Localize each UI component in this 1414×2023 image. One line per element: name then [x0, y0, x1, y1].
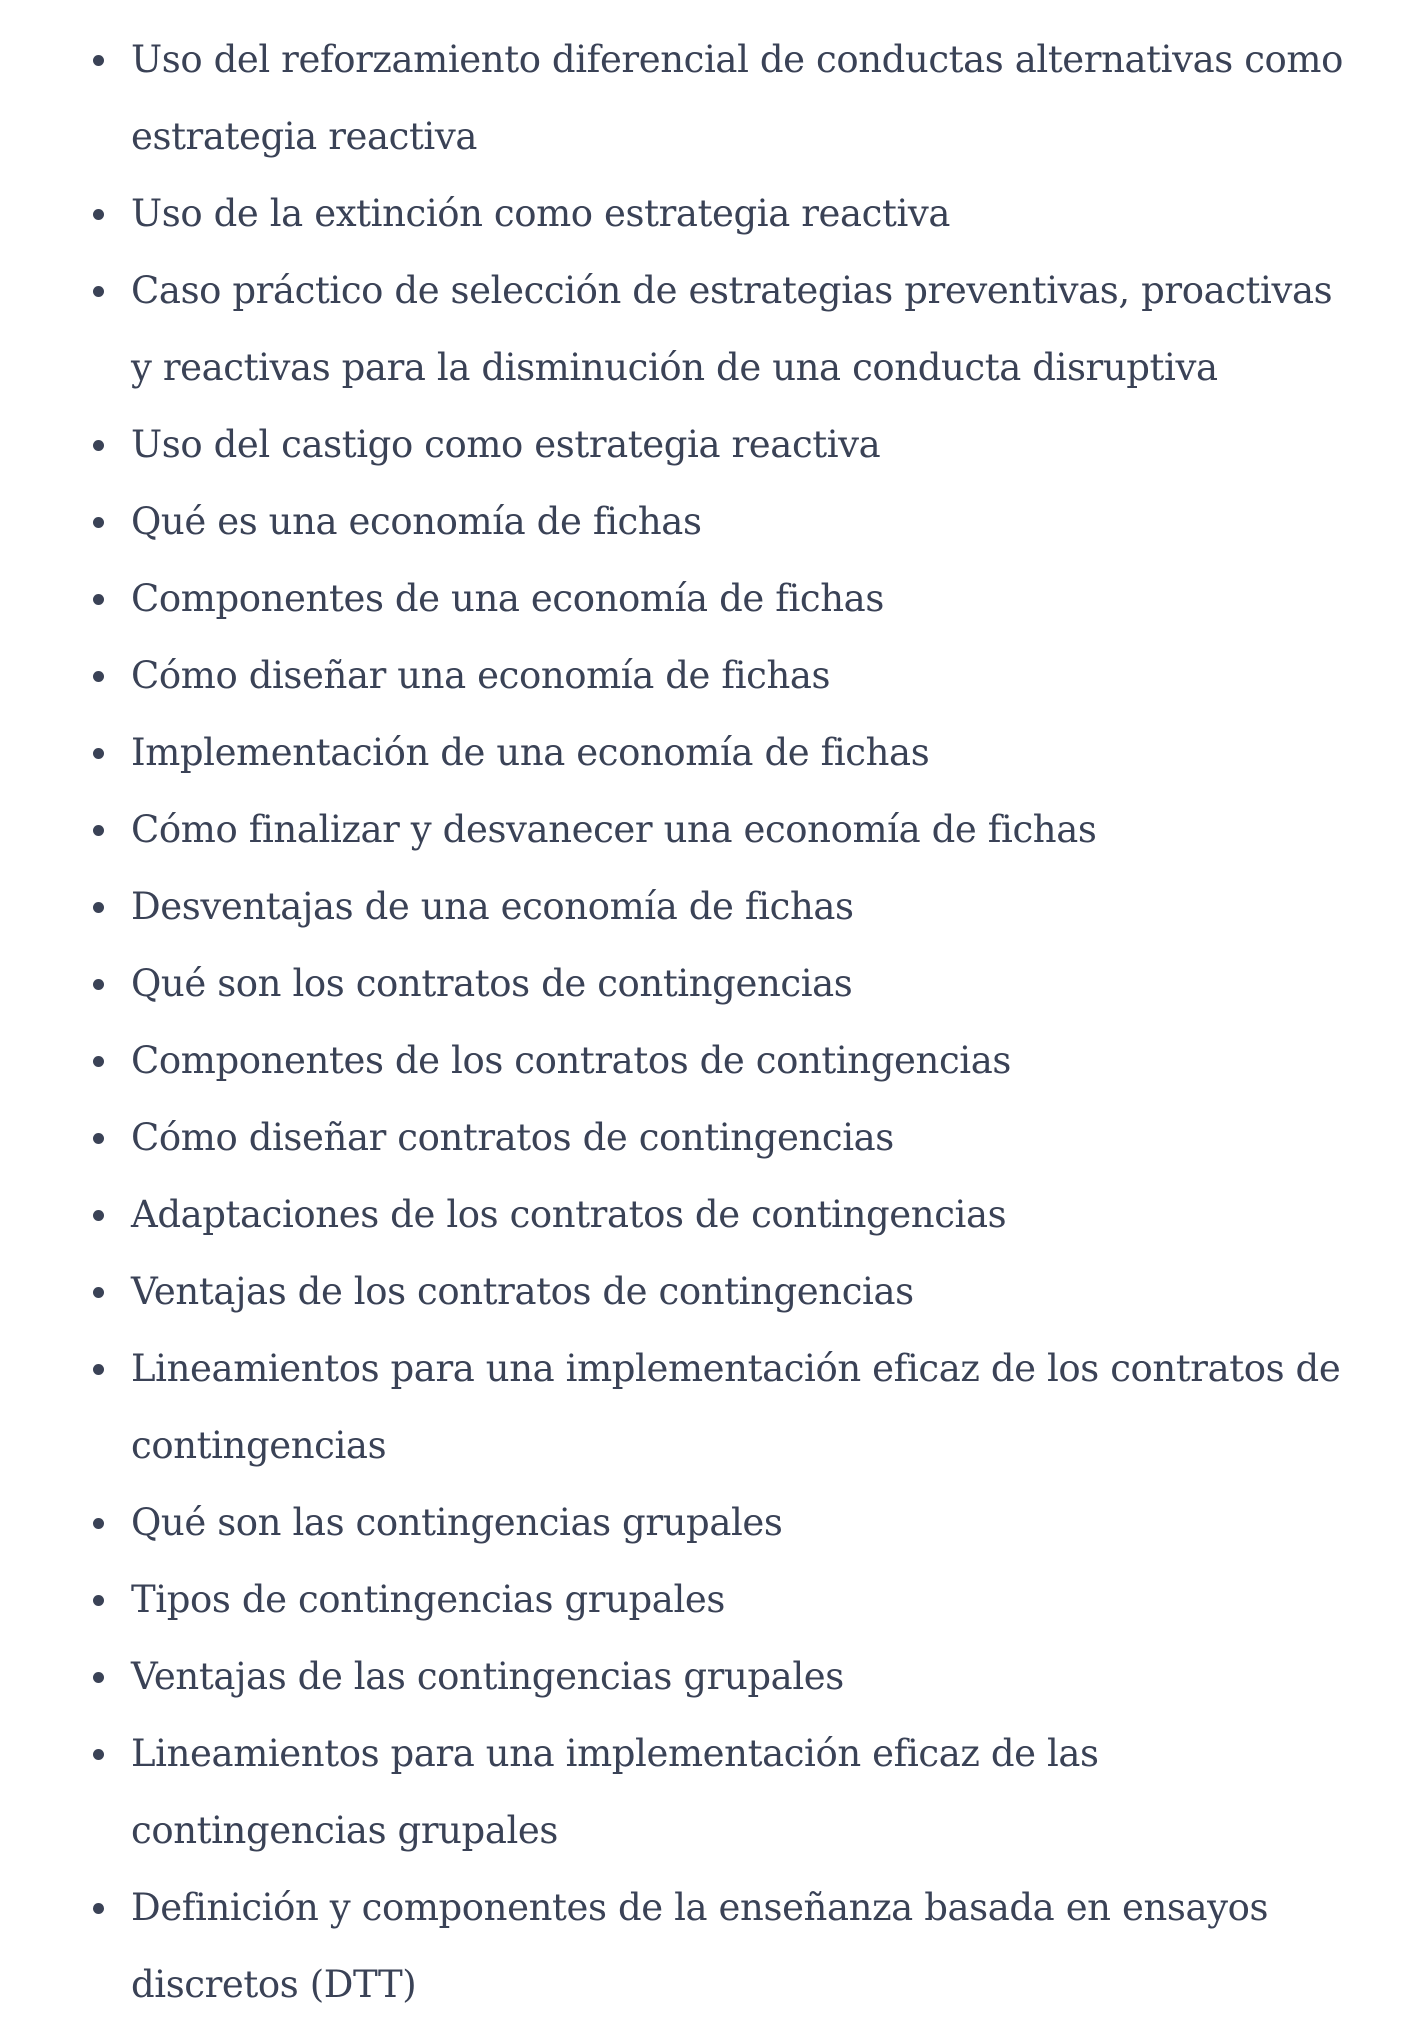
bullet-icon: [93, 286, 104, 297]
list-item: [0, 1638, 1414, 1715]
list-item: [0, 483, 1414, 560]
bullet-icon: [93, 1595, 104, 1606]
list-item: [0, 1715, 1414, 1869]
list-item: [0, 406, 1414, 483]
list-item: [0, 1484, 1414, 1561]
list-item-text: Desventajas de una economía de fichas: [131, 885, 854, 928]
list-item-text: Implementación de una economía de fichas: [131, 731, 930, 774]
list-item-text: Caso práctico de selección de estrategias preventivas, proactivas y reactivas para la disminución de una conducta disruptiva: [131, 269, 1333, 389]
list-item-text: Qué son las contingencias grupales: [131, 1501, 783, 1544]
list-item: [0, 21, 1414, 175]
list-item: [0, 945, 1414, 1022]
bullet-icon: [93, 1133, 104, 1144]
bullet-icon: [93, 1056, 104, 1067]
list-item-text: Cómo diseñar contratos de contingencias: [131, 1116, 894, 1159]
list-item-text: Uso del reforzamiento diferencial de conductas alternativas como estrategia reactiva: [131, 38, 1343, 158]
list-item: [0, 714, 1414, 791]
bullet-icon: [93, 1287, 104, 1298]
list-item: [0, 637, 1414, 714]
bullet-icon: [93, 1210, 104, 1221]
list-item: [0, 560, 1414, 637]
list-item-text: Ventajas de las contingencias grupales: [131, 1655, 844, 1698]
list-item-text: Adaptaciones de los contratos de contingencias: [131, 1193, 1007, 1236]
bullet-icon: [93, 1518, 104, 1529]
list-item: [0, 1561, 1414, 1638]
list-item: [0, 1330, 1414, 1484]
bullet-icon: [93, 902, 104, 913]
list-item: [0, 1176, 1414, 1253]
bullet-icon: [93, 1364, 104, 1375]
list-item-text: Componentes de los contratos de contingencias: [131, 1039, 1011, 1082]
list-item-text: Tipos de contingencias grupales: [131, 1578, 725, 1621]
list-item-text: Ventajas de los contratos de contingencias: [131, 1270, 914, 1313]
list-item-text: Componentes de una economía de fichas: [131, 577, 884, 620]
bullet-icon: [93, 979, 104, 990]
list-item-text: Qué son los contratos de contingencias: [131, 962, 853, 1005]
bullet-icon: [93, 517, 104, 528]
bullet-icon: [93, 1672, 104, 1683]
list-item: [0, 1253, 1414, 1330]
list-item-text: Qué es una economía de fichas: [131, 500, 702, 543]
bullet-icon: [93, 440, 104, 451]
list-item-text: Uso del castigo como estrategia reactiva: [131, 423, 881, 466]
list-item-text: Lineamientos para una implementación eficaz de las contingencias grupales: [131, 1732, 1099, 1852]
bullet-icon: [93, 1903, 104, 1914]
list-item-text: Definición y componentes de la enseñanza basada en ensayos discretos (DTT): [131, 1886, 1269, 2006]
bullet-icon: [93, 55, 104, 66]
bullet-icon: [93, 825, 104, 836]
list-item-text: Cómo finalizar y desvanecer una economía de fichas: [131, 808, 1097, 851]
bullet-icon: [93, 1749, 104, 1760]
bullet-icon: [93, 209, 104, 220]
list-item: [0, 868, 1414, 945]
bullet-icon: [93, 671, 104, 682]
list-item: [0, 1022, 1414, 1099]
topic-list: [0, 21, 1414, 2023]
list-item-text: Uso de la extinción como estrategia reactiva: [131, 192, 951, 235]
list-item-text: Cómo diseñar una economía de fichas: [131, 654, 831, 697]
list-item-text: Lineamientos para una implementación eficaz de los contratos de contingencias: [131, 1347, 1341, 1467]
list-item: [0, 252, 1414, 406]
list-item: [0, 175, 1414, 252]
bullet-icon: [93, 748, 104, 759]
list-item: [0, 791, 1414, 868]
list-item: [0, 1099, 1414, 1176]
bullet-icon: [93, 594, 104, 605]
